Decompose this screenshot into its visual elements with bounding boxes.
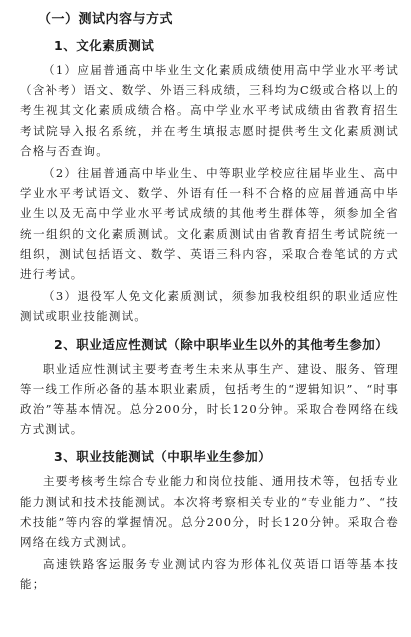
subsection-title-aptitude-test: 2、职业适应性测试（除中职毕业生以外的其他考生参加）	[54, 336, 389, 352]
paragraph-skills-2: 高速铁路客运服务专业测试内容为形体礼仪英语口语等基本技能；	[20, 557, 399, 592]
paragraph-cultural-3: （3）退役军人免文化素质测试，须参加我校组织的职业适应性测试或职业技能测试。	[20, 289, 399, 324]
section-title: （一）测试内容与方式	[38, 12, 174, 27]
subsection-title-cultural-test: 1、文化素质测试	[54, 38, 155, 53]
paragraph-cultural-1: （1）应届普通高中毕业生文化素质成绩使用高中学业水平考试（含补考）语文、数学、外语三科成绩，三科均为C级或合格以上的考生视其文化素质成绩合格。高中学业水平考试成绩由省教育招生考试院导入报名系统，并在考生填报志愿时提供考生文化素质测试合格与否查询。	[20, 63, 399, 158]
paragraph-aptitude-1: 职业适应性测试主要考查考生未来从事生产、建设、服务、管理等一线工作所必备的基本职业素质，包括考生的“逻辑知识”、“时事政治”等基本情况。总分200分，时长120分钟。采取合卷网络在线方式测试。	[20, 361, 399, 437]
paragraph-skills-1: 主要考核考生综合专业能力和岗位技能、通用技术等，包括专业能力测试和技术技能测试。本次将考察相关专业的“专业能力”、“技术技能”等内容的掌握情况。总分200分，时长120分钟。采取合卷网络在线方式测试。	[20, 474, 399, 550]
subsection-title-skills-test: 3、职业技能测试（中职毕业生参加）	[54, 449, 272, 465]
paragraph-cultural-2: （2）往届普通高中毕业生、中等职业学校应往届毕业生、高中学业水平考试语文、数学、外语有任一科不合格的应届普通高中毕业生以及无高中学业水平考试成绩的其他考生群体等，须参加全省统一组织的文化素质测试。文化素质测试由省教育招生考试院统一组织，测试包括语文、数学、英语三科内容，采取合卷笔试的方式进行考试。	[20, 166, 399, 282]
